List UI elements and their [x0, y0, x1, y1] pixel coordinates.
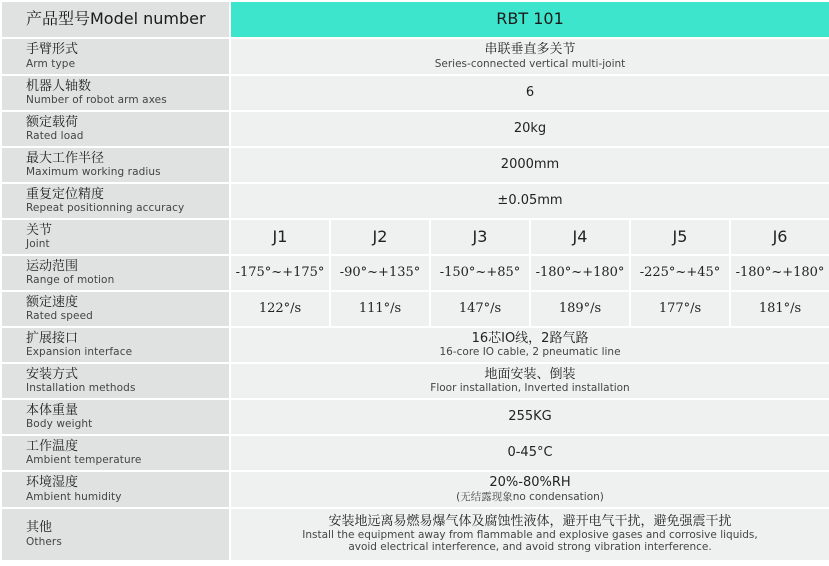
motion-label [1, 255, 230, 291]
axes-label-cn: 机器人轴数 [26, 78, 92, 94]
joint-j5: J5 [630, 219, 730, 255]
arm-type-label-cn: 手臂形式 [26, 42, 79, 57]
row-accuracy [1, 183, 829, 219]
temperature-value-text: 0-45°C [507, 444, 553, 460]
row-axes [1, 75, 829, 111]
row-humidity [1, 471, 829, 508]
row-joint [1, 219, 829, 255]
arm-type-value-cn: 串联垂直多关节 [484, 42, 576, 57]
joint-j2: J2 [330, 219, 430, 255]
model-number-label: 产品型号Model number [1, 1, 230, 38]
joint-label-cn: 关节 [26, 222, 53, 238]
others-value-cn: 安装地远离易燃易爆气体及腐蚀性液体，避开电气干扰，避免强震干扰 [328, 514, 732, 530]
expansion-label [1, 327, 230, 363]
joint-label [1, 219, 230, 255]
arm-type-label-en: Arm type [26, 57, 76, 70]
row-load [1, 111, 829, 147]
weight-label-cn: 本体重量 [26, 402, 79, 418]
axes-label-en: Number of robot arm axes [26, 94, 167, 107]
row-others [1, 508, 829, 561]
radius-label-cn: 最大工作半径 [26, 150, 105, 166]
weight-label-en: Body weight [26, 418, 93, 431]
row-expansion [1, 327, 829, 363]
speed-j2: 111°/s [330, 291, 430, 327]
others-label [1, 508, 230, 561]
temperature-label-en: Ambient temperature [26, 454, 142, 467]
row-motion [1, 255, 829, 291]
axes-value [230, 75, 829, 111]
arm-type-label [1, 38, 230, 75]
speed-j1: 122°/s [230, 291, 330, 327]
temperature-label [1, 435, 230, 471]
others-label-en: Others [26, 535, 62, 548]
expansion-label-en: Expansion interface [26, 346, 133, 359]
temperature-label-cn: 工作温度 [26, 438, 79, 454]
speed-j6: 181°/s [730, 291, 829, 327]
motion-j2: -90°~+135° [330, 255, 430, 291]
others-value-en-line2: avoid electrical interference, and avoid strong vibration interference. [348, 540, 712, 553]
row-speed [1, 291, 829, 327]
joint-j4: J4 [530, 219, 630, 255]
accuracy-value-text: ±0.05mm [497, 192, 563, 208]
expansion-label-cn: 扩展接口 [26, 330, 79, 346]
row-radius [1, 147, 829, 183]
speed-label-en: Rated speed [26, 310, 93, 323]
motion-j5: -225°~+45° [630, 255, 730, 291]
others-value-en-line1: Install the equipment away from flammable and explosive gases and corrosive liquids, [302, 529, 758, 542]
accuracy-label [1, 183, 230, 219]
radius-value-text: 2000mm [500, 156, 560, 172]
model-number-value: RBT 101 [230, 1, 829, 38]
humidity-label-cn: 环境湿度 [26, 475, 79, 490]
speed-j4: 189°/s [530, 291, 630, 327]
humidity-value [230, 471, 829, 508]
installation-label [1, 363, 230, 399]
header-row [1, 1, 829, 38]
temperature-value [230, 435, 829, 471]
arm-type-value-en: Series-connected vertical multi-joint [434, 57, 626, 70]
expansion-value [230, 327, 829, 363]
joint-j1: J1 [230, 219, 330, 255]
installation-value [230, 363, 829, 399]
weight-label [1, 399, 230, 435]
accuracy-label-en: Repeat positionning accuracy [26, 202, 185, 215]
radius-value [230, 147, 829, 183]
axes-value-text: 6 [525, 84, 535, 100]
others-label-cn: 其他 [26, 520, 53, 535]
speed-label-cn: 额定速度 [26, 294, 79, 310]
row-weight [1, 399, 829, 435]
installation-value-cn: 地面安装、倒装 [484, 366, 576, 382]
weight-value [230, 399, 829, 435]
installation-value-en: Floor installation, Inverted installation [430, 382, 630, 395]
humidity-label [1, 471, 230, 508]
arm-type-value [230, 38, 829, 75]
load-label-en: Rated load [26, 130, 84, 143]
accuracy-label-cn: 重复定位精度 [26, 186, 105, 202]
row-installation [1, 363, 829, 399]
installation-label-en: Installation methods [26, 382, 136, 395]
joint-j3: J3 [430, 219, 530, 255]
speed-j3: 147°/s [430, 291, 530, 327]
motion-j6: -180°~+180° [730, 255, 829, 291]
motion-j1: -175°~+175° [230, 255, 330, 291]
speed-label [1, 291, 230, 327]
row-temperature [1, 435, 829, 471]
expansion-value-cn: 16芯IO线，2路气路 [471, 330, 589, 346]
accuracy-value [230, 183, 829, 219]
load-value-text: 20kg [513, 120, 547, 136]
motion-j3: -150°~+85° [430, 255, 530, 291]
load-label [1, 111, 230, 147]
weight-value-text: 255KG [508, 408, 552, 424]
radius-label-en: Maximum working radius [26, 166, 161, 179]
humidity-label-en: Ambient humidity [26, 490, 122, 503]
humidity-value-note: (无结露现象no condensation) [456, 490, 604, 503]
motion-label-en: Range of motion [26, 274, 115, 287]
radius-label [1, 147, 230, 183]
joint-label-en: Joint [26, 238, 50, 251]
installation-label-cn: 安装方式 [26, 366, 79, 382]
load-label-cn: 额定载荷 [26, 114, 79, 130]
joint-j6: J6 [730, 219, 829, 255]
motion-label-cn: 运动范围 [26, 258, 79, 274]
expansion-value-en: 16-core IO cable, 2 pneumatic line [439, 346, 621, 359]
others-value [230, 508, 829, 561]
load-value [230, 111, 829, 147]
speed-j5: 177°/s [630, 291, 730, 327]
humidity-value-main: 20%-80%RH [489, 475, 571, 490]
motion-j4: -180°~+180° [530, 255, 630, 291]
axes-label [1, 75, 230, 111]
row-arm-type [1, 38, 829, 75]
